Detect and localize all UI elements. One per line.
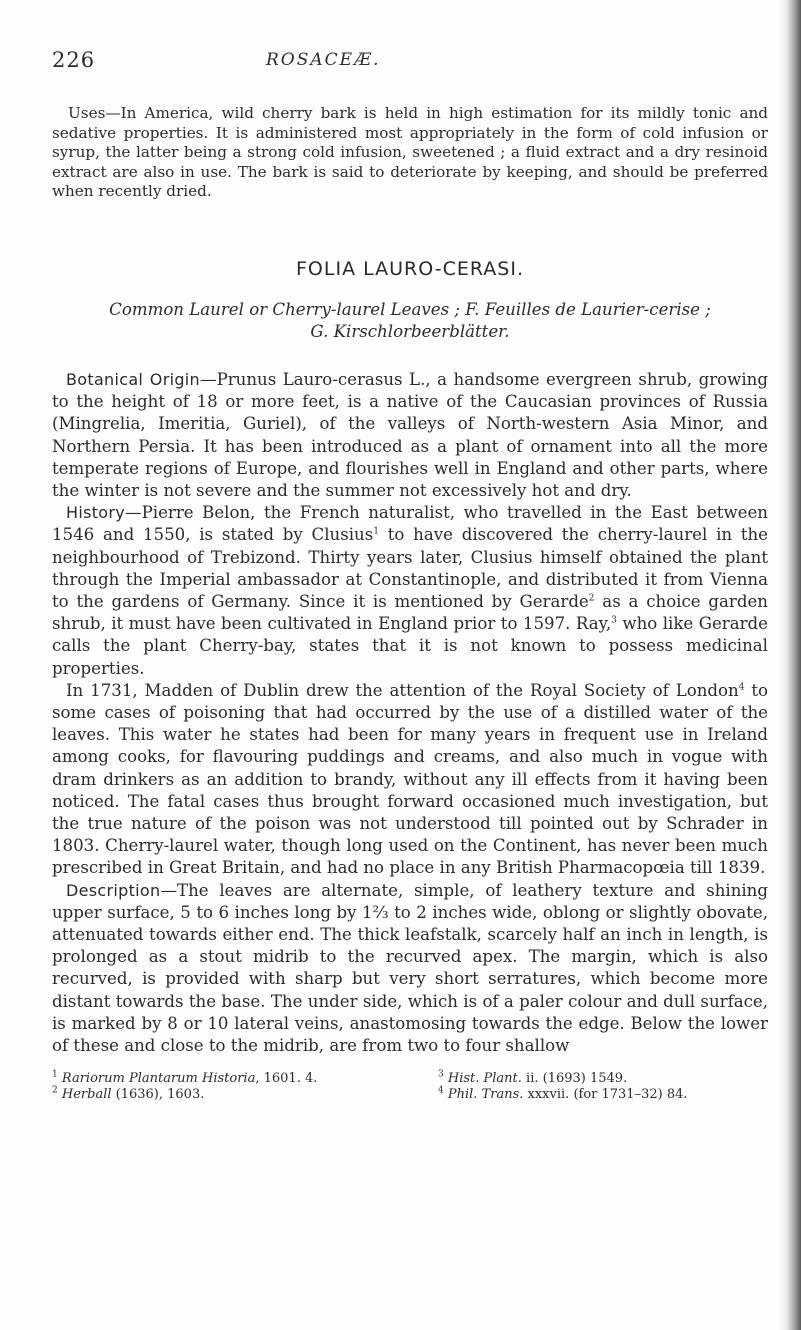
- synonyms-line-2: G. Kirschlorbeerblätter.: [310, 321, 510, 341]
- footnote-1: [52, 1071, 392, 1087]
- footnote-3: [438, 1071, 768, 1087]
- botanical-origin-text: —Prunus Lauro-cerasus L., a handsome evergreen shrub, growing to the height of 18 or more feet, is a native of the Caucasian provinces of Russia (Mingrelia, Imeritia, Guriel), of the valleys of North-western Asia Minor, and Northern Persia. It has been introduced as a plant of ornament into all the more temperate regions of Europe, and flourishes well in England and other parts, where the winter is not severe and the summer not excessively hot and dry.: [52, 369, 768, 500]
- footnotes-right-column: [438, 1071, 768, 1103]
- history-cont-text-2: to some cases of poisoning that had occurred by the use of a distilled water of the leaves. This water he states had been for many years in frequent use in Ireland among cooks, for flavouring puddings and creams, and also much in vogue with dram drinkers as an addition to brandy, without any ill effects from it having been noticed. The fatal cases thus brought forward occasioned much investigation, but the true nature of the poison was not understood till pointed out by Schrader in 1803. Cherry-laurel water, though long used on the Continent, has never been much prescribed in Great Britain, and had no place in any British Pharmacopœia till 1839.: [52, 680, 768, 878]
- history-text-1: —Pierre Belon, the French naturalist, who travelled in the East between 1546 and 1550, is stated by Clusius: [52, 503, 768, 545]
- footnote-mark-3: 3: [438, 1069, 444, 1080]
- page-number: 226: [52, 48, 96, 72]
- history-label: History: [66, 503, 126, 523]
- footnote-1-rest: , 1601. 4.: [255, 1071, 318, 1087]
- footnote-mark-2: 2: [52, 1085, 58, 1096]
- history-paragraph: [52, 502, 768, 680]
- footnote-3-title: Hist. Plant.: [447, 1071, 522, 1087]
- botanical-origin-paragraph: [52, 369, 768, 502]
- uses-text: —In America, wild cherry bark is held in high estimation for its mildly tonic and sedative properties. It is administered most appropriately in the form of cold infusion or syrup, the latter being a strong cold infusion, sweetened ; a fluid extract and a dry resinoid extract are also in use. The bark is said to deteriorate by keeping, and should be preferred when recently dried.: [52, 104, 768, 201]
- footnote-ref-4: 4: [738, 682, 745, 693]
- synonyms-line-1: Common Laurel or Cherry-laurel Leaves ; F. Feuilles de Laurier-cerise ;: [109, 299, 711, 319]
- botanical-origin-label: Botanical Origin: [66, 369, 200, 389]
- page-content: [52, 48, 768, 1103]
- history-cont-text-1: In 1731, Madden of Dublin drew the attention of the Royal Society of London: [66, 680, 739, 700]
- footnote-ref-2: 2: [588, 593, 595, 604]
- running-head: [52, 48, 768, 88]
- footnote-ref-3: 3: [611, 615, 617, 626]
- footnote-mark-4: 4: [438, 1085, 444, 1096]
- history-text-2: to have discovered the cherry-laurel in the neighbourhood of Trebizond. Thirty years later, Clusius himself obtained the plant through the Imperial ambassador at Constantinople, and distributed it from Vienna to the gardens of Germany. Since it is mentioned by Gerarde: [52, 525, 769, 611]
- page-gutter-shadow: [779, 0, 801, 1330]
- uses-label: Uses: [68, 104, 106, 122]
- footnote-2: [52, 1087, 392, 1103]
- footnotes: [52, 1071, 768, 1103]
- footnote-4-title: Phil. Trans.: [447, 1087, 524, 1103]
- synonyms: [52, 299, 768, 343]
- history-continued-paragraph: [52, 680, 768, 880]
- footnote-2-rest: (1636), 1603.: [111, 1087, 205, 1103]
- footnote-mark-1: 1: [52, 1069, 58, 1080]
- footnote-3-rest: ii. (1693) 1549.: [521, 1071, 628, 1087]
- running-title: ROSACEÆ.: [266, 50, 381, 70]
- footnotes-left-column: [52, 1071, 392, 1103]
- footnote-4-rest: xxxvii. (for 1731–32) 84.: [523, 1087, 688, 1103]
- description-label: Description: [66, 880, 161, 900]
- footnote-ref-1: 1: [373, 526, 379, 537]
- history-text-4: who like Gerarde calls the plant Cherry-bay, states that it is not known to possess medicinal properties.: [52, 614, 768, 678]
- description-text: —The leaves are alternate, simple, of leathery texture and shining upper surface, 5 to 6 inches long by 1⅔ to 2 inches wide, oblong or slightly obovate, attenuated towards either end. The thick leafstalk, scarcely half an inch in length, is prolonged as a stout midrib to the recurved apex. The margin, which is also recurved, is provided with sharp but very short serratures, which become more distant towards the base. The under side, which is of a paler colour and dull surface, is marked by 8 or 10 lateral veins, anastomosing towards the edge. Below the lower of these and close to the midrib, are from two to four shallow: [52, 880, 768, 1056]
- footnote-4: [438, 1087, 768, 1103]
- uses-paragraph: [52, 104, 768, 202]
- footnote-1-title: Rariorum Plantarum Historia: [61, 1071, 256, 1087]
- description-paragraph: [52, 880, 768, 1058]
- history-text-3: as a choice garden shrub, it must have been cultivated in England prior to 1597. Ray,: [52, 592, 768, 634]
- footnote-2-title: Herball: [61, 1087, 112, 1103]
- section-heading: FOLIA LAURO-CERASI.: [296, 257, 524, 280]
